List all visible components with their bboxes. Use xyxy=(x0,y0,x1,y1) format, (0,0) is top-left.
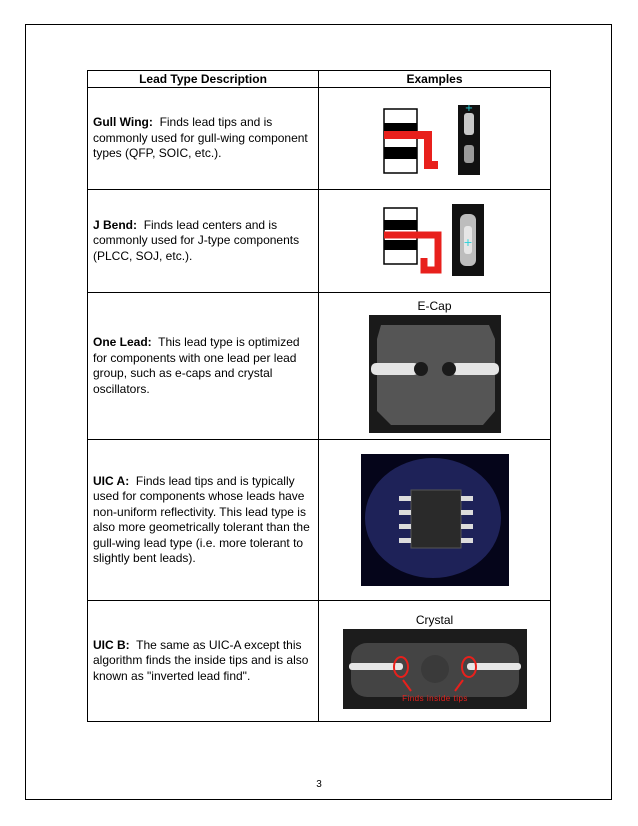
uic-a-name: UIC A: xyxy=(93,473,130,488)
gull-wing-diagram-image xyxy=(380,101,490,177)
j-bend-diagram-image xyxy=(380,202,490,280)
one-lead-example xyxy=(319,293,551,440)
crystal-caption: Crystal xyxy=(415,613,454,627)
one-lead-description xyxy=(88,293,319,440)
uic-b-name: UIC B: xyxy=(93,637,130,652)
uic-b-text: The same as UIC-A except this algorithm finds the inside tips and is also known as "inverted lead find". xyxy=(93,637,309,683)
table-row-uic-a xyxy=(88,440,551,601)
table-row-gull-wing xyxy=(88,88,551,190)
crystal-photo-image xyxy=(343,629,527,709)
svg-text:+: + xyxy=(462,236,473,249)
one-lead-text: This lead type is optimized for components with one lead per lead group, such as e-caps and crystal oscillators. xyxy=(93,335,300,396)
uic-b-description xyxy=(88,601,319,722)
table-row-one-lead xyxy=(88,293,551,440)
e-cap-photo-image xyxy=(369,315,501,433)
gull-wing-example xyxy=(319,88,551,190)
header-examples: Examples xyxy=(319,71,551,88)
uic-a-text: Finds lead tips and is typically used for components whose leads have non-uniform reflectivity. This lead type is also more geometrically tolerant than the gull-wing lead type (i.e. more tolerant to slightly bent leads). xyxy=(93,473,310,565)
uic-a-photo-image xyxy=(361,454,509,586)
j-bend-example xyxy=(319,190,551,293)
uic-a-description xyxy=(88,440,319,601)
gull-wing-description xyxy=(88,88,319,190)
svg-text:+: + xyxy=(464,102,473,114)
gull-wing-name: Gull Wing: xyxy=(93,115,153,130)
j-bend-text: Finds lead centers and is commonly used for J-type components (PLCC, SOJ, etc.). xyxy=(93,217,300,263)
uic-b-example xyxy=(319,601,551,722)
e-cap-caption: E-Cap xyxy=(417,299,452,313)
one-lead-name: One Lead: xyxy=(93,335,152,349)
page-number: 3 xyxy=(316,779,322,790)
finds-inside-tips-label: Finds inside tips xyxy=(401,694,468,703)
table-row-j-bend xyxy=(88,190,551,293)
j-bend-name: J Bend: xyxy=(93,217,138,232)
lead-type-table xyxy=(87,70,551,722)
j-bend-description xyxy=(88,190,319,293)
gull-wing-text: Finds lead tips and is commonly used for gull-wing component types (QFP, SOIC, etc.). xyxy=(93,115,308,161)
uic-a-example xyxy=(319,440,551,601)
header-lead-type-description: Lead Type Description xyxy=(88,71,319,88)
table-row-uic-b xyxy=(88,601,551,722)
table-header-row xyxy=(88,71,551,88)
